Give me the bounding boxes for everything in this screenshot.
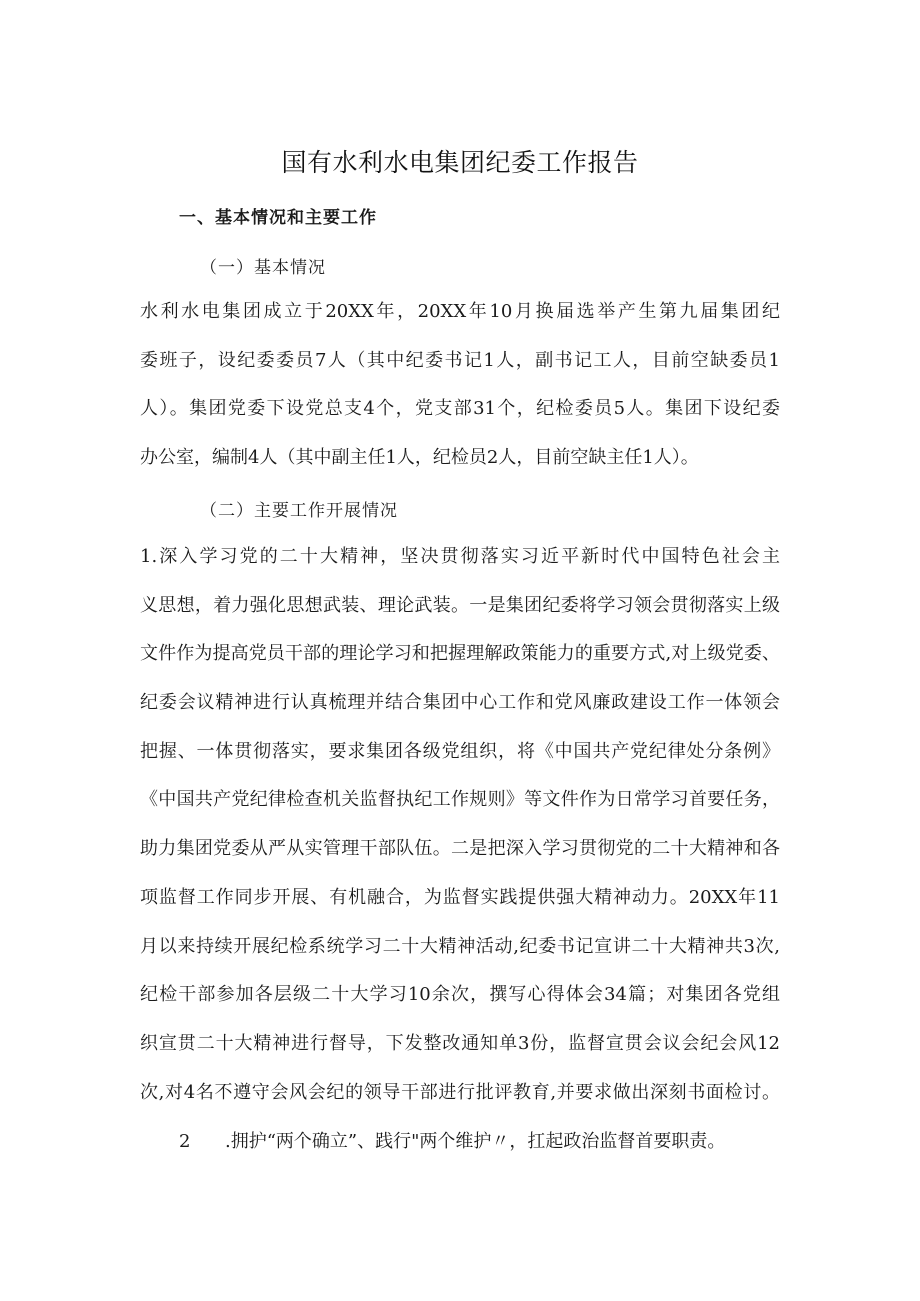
item-text: .拥护“两个确立”、践行"两个维护〃，扛起政治监督首要职责。 bbox=[225, 1131, 726, 1152]
paragraph-line: 助力集团党委从严从实管理干部队伍。二是把深入学习贯彻党的二十大精神和各 bbox=[140, 838, 780, 860]
paragraph-line: 月以来持续开展纪检系统学习二十大精神活动,纪委书记宣讲二十大精神共3次, bbox=[140, 935, 780, 957]
paragraph-line: 纪检干部参加各层级二十大学习10余次，撰写心得体会34篇；对集团各党组 bbox=[140, 984, 780, 1006]
paragraph-line: 项监督工作同步开展、有机融合，为监督实践提供强大精神动力。20XX年11 bbox=[140, 886, 780, 908]
paragraph-line: 委班子，设纪委委员7人（其中纪委书记1人，副书记工人，目前空缺委员1 bbox=[140, 349, 780, 371]
paragraph-line: 次,对4名不遵守会风会纪的领导干部进行批评教育,并要求做出深刻书面检讨。 bbox=[140, 1081, 780, 1103]
paragraph-basic-situation bbox=[140, 300, 780, 495]
paragraph-line: 办公室，编制4人（其中副主任1人，纪检员2人，目前空缺主任1人）。 bbox=[140, 447, 699, 469]
subsection-heading-main-work: （二）主要工作开展情况 bbox=[200, 501, 398, 521]
paragraph-line: 文件作为提高党员干部的理论学习和把握理解政策能力的重要方式,对上级党委、 bbox=[140, 643, 780, 665]
paragraph-line: 织宣贯二十大精神进行督导，下发整改通知单3份，监督宣贯会议会纪会风12 bbox=[140, 1032, 780, 1054]
paragraph-line: 1.深入学习党的二十大精神，坚决贯彻落实习近平新时代中国特色社会主 bbox=[140, 546, 780, 567]
paragraph-item-1 bbox=[140, 545, 780, 1129]
subsection-heading-basic: （一）基本情况 bbox=[200, 258, 326, 278]
paragraph-line: 义思想，着力强化思想武装、理论武装。一是集团纪委将学习领会贯彻落实上级 bbox=[140, 594, 780, 616]
paragraph-line: 把握、一体贯彻落实，要求集团各级党组织，将《中国共产党纪律处分条例》 bbox=[140, 740, 780, 762]
section-heading-basic-situation: 一、基本情况和主要工作 bbox=[179, 208, 377, 228]
paragraph-line: 水利水电集团成立于20XX年，20XX年10月换届选举产生第九届集团纪 bbox=[140, 301, 780, 322]
paragraph-line: 纪委会议精神进行认真梳理并结合集团中心工作和党风廉政建设工作一体领会 bbox=[140, 692, 780, 714]
paragraph-line: 人）。集团党委下设党总支4个，党支部31个，纪检委员5人。集团下设纪委 bbox=[140, 398, 780, 420]
document-title: 国有水利水电集团纪委工作报告 bbox=[281, 148, 639, 177]
paragraph-line: 《中国共产党纪律检查机关监督执纪工作规则》等文件作为日常学习首要任务， bbox=[140, 789, 780, 811]
paragraph-item-2 bbox=[179, 1127, 725, 1153]
item-number: 2 bbox=[179, 1131, 191, 1152]
